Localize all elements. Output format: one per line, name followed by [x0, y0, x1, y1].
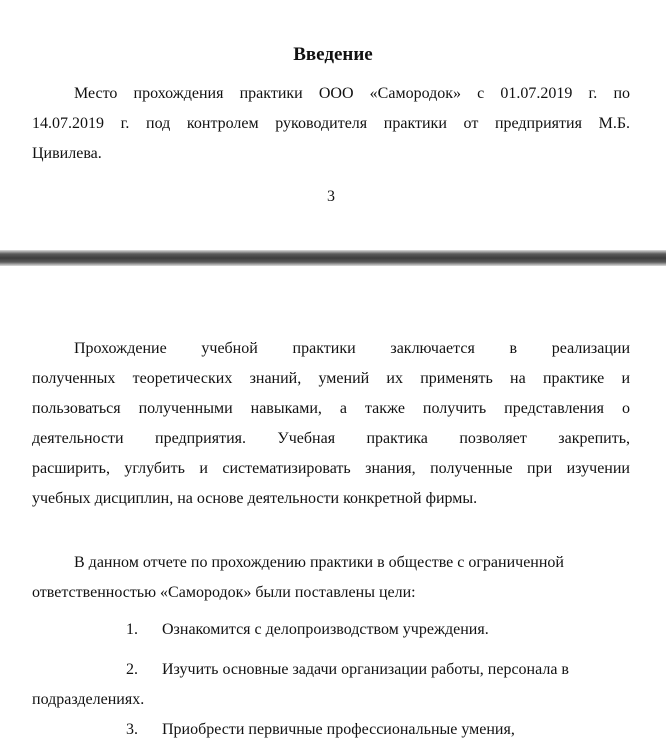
goal-number: 1. [126, 621, 138, 638]
section-heading: Введение [293, 44, 373, 65]
paragraph-1-line-3: пользоваться полученными навыками, а также получить представления о [32, 400, 630, 417]
goal-text: Изучить основные задачи организации работы, персонала в [162, 661, 569, 678]
intro-line-1: Место прохождения практики ООО «Самородок» с 01.07.2019 г. по [74, 85, 630, 102]
paragraph-1-line-6: учебных дисциплин, на основе деятельности конкретной фирмы. [32, 490, 478, 507]
intro-line-3: Цивилева. [32, 145, 102, 162]
paragraph-1-line-2: полученных теоретических знаний, умений их применять на практике и [32, 370, 630, 387]
paragraph-2-line-2: ответственностью «Самородок» были поставлены цели: [32, 584, 416, 601]
goal-number: 3. [126, 721, 138, 738]
goal-item-3 [126, 719, 666, 740]
goal-item-2 [126, 659, 666, 680]
goal-item-1 [126, 619, 666, 640]
page-break-divider [0, 250, 666, 266]
goal-item-2-continuation: подразделениях. [32, 691, 145, 708]
goal-text: Ознакомится с делопроизводством учреждения. [162, 621, 489, 638]
paragraph-1-line-5: расширить, углубить и систематизировать знания, полученные при изучении [32, 460, 630, 477]
paragraph-1-line-4: деятельности предприятия. Учебная практика позволяет закрепить, [32, 430, 630, 447]
paragraph-2-line-1: В данном отчете по прохождению практики в обществе с ограниченной [74, 554, 564, 571]
page-number: 3 [327, 188, 335, 205]
intro-line-2: 14.07.2019 г. под контролем руководителя практики от предприятия М.Б. [32, 115, 630, 132]
goal-number: 2. [126, 661, 138, 678]
goal-text: Приобрести первичные профессиональные умения, [162, 721, 515, 738]
paragraph-1-line-1: Прохождение учебной практики заключается в реализации [74, 340, 630, 357]
